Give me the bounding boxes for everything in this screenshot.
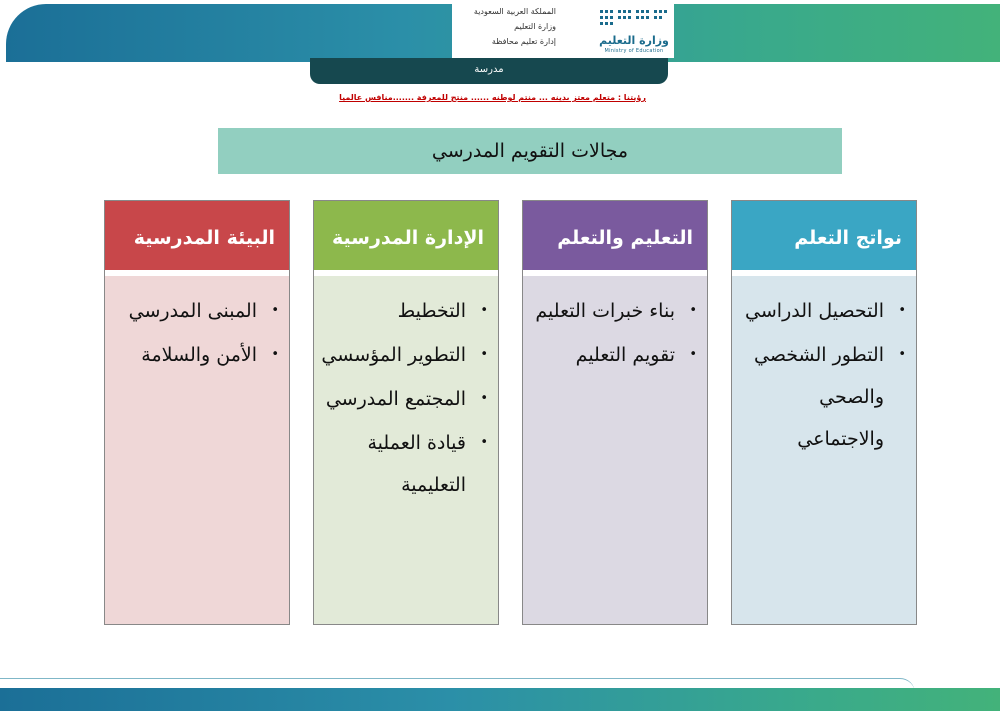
bullet-list (109, 290, 279, 376)
column-teaching-learning (522, 200, 708, 625)
list-item: • التحصيل الدراسي (736, 290, 884, 332)
ministry-line-1: المملكة العربية السعودية (473, 7, 556, 16)
list-item: • بناء خبرات التعليم (527, 290, 675, 332)
list-item: • المبنى المدرسي (109, 290, 257, 332)
column-heading: الإدارة المدرسية (314, 201, 498, 273)
list-item: • الأمن والسلامة (109, 334, 257, 376)
column-school-administration (313, 200, 499, 625)
bullet-list (318, 290, 488, 506)
column-heading: التعليم والتعلم (523, 201, 707, 273)
ministry-line-3: إدارة تعليم محافظة (491, 37, 556, 46)
list-item: • التطور الشخصي والصحي والاجتماعي (736, 334, 884, 460)
bullet-list (527, 290, 697, 376)
footer-banner (0, 688, 1000, 711)
column-heading: البيئة المدرسية (105, 201, 289, 273)
list-item: • التخطيط (318, 290, 466, 332)
column-learning-outcomes (731, 200, 917, 625)
list-item: • التطوير المؤسسي (318, 334, 466, 376)
bullet-list (736, 290, 906, 460)
ministry-text (406, 4, 556, 49)
ministry-line-2: وزارة التعليم (514, 22, 556, 31)
school-label: مدرسة (310, 58, 668, 84)
column-school-environment (104, 200, 290, 625)
ministry-logo (594, 6, 674, 58)
logo-subtext: Ministry of Education (604, 48, 664, 54)
list-item: • المجتمع المدرسي (318, 378, 466, 420)
vision-statement: رؤيتنا : متعلم معتز بدينه ... منتم لوطنه ...... منتج للمعرفة .......منافس عالميا (339, 93, 646, 102)
column-body (314, 276, 498, 624)
column-body (105, 276, 289, 624)
list-item: • قيادة العملية التعليمية (318, 422, 466, 506)
page-title: مجالات التقويم المدرسي (218, 128, 842, 174)
logo-text: وزارة التعليم (599, 34, 669, 47)
column-body (732, 276, 916, 624)
column-body (523, 276, 707, 624)
logo-dots-icon (594, 6, 674, 34)
list-item: • تقويم التعليم (527, 334, 675, 376)
column-heading: نواتج التعلم (732, 201, 916, 273)
